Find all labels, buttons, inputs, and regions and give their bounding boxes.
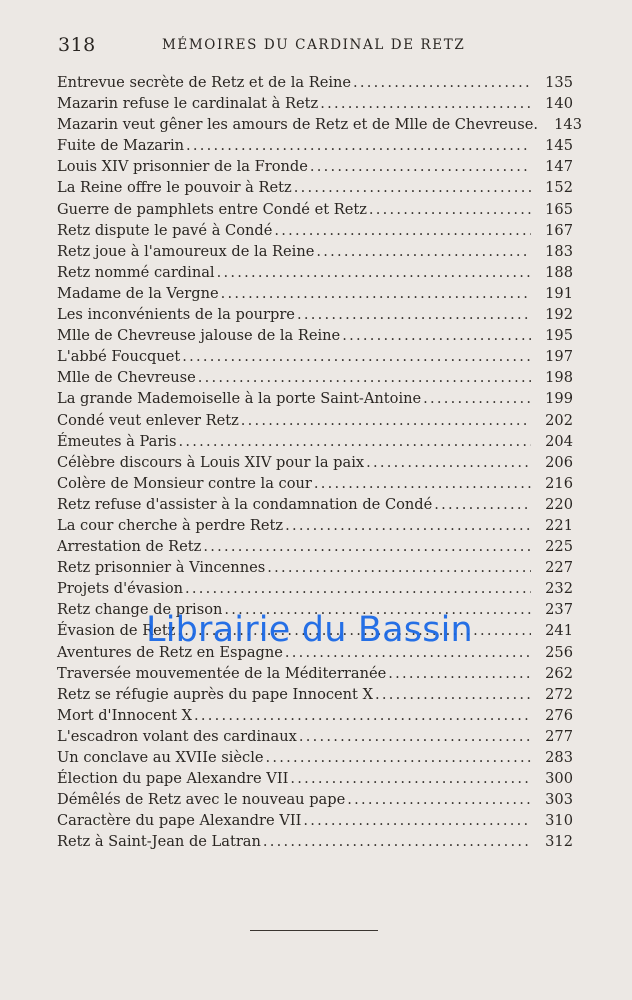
- toc-entry-title: Élection du pape Alexandre VII: [57, 770, 289, 788]
- toc-entry-page: 145: [545, 137, 573, 155]
- toc-entry-title: Mlle de Chevreuse: [57, 369, 196, 387]
- toc-entry: [57, 346, 573, 367]
- toc-entry: [57, 283, 573, 304]
- toc-entry: [57, 810, 573, 831]
- toc-entry-title: Retz prisonnier à Vincennes: [57, 559, 266, 577]
- toc-entry-title: Retz se réfugie auprès du pape Innocent X: [57, 685, 373, 703]
- toc-entry: [57, 114, 582, 135]
- toc-entry-page: 167: [545, 221, 573, 239]
- toc-entry: [57, 684, 573, 705]
- toc-entry-title: Arrestation de Retz: [57, 538, 202, 556]
- toc-entry-title: Retz nommé cardinal: [57, 263, 215, 281]
- dot-leader: [303, 810, 531, 831]
- dot-leader: [198, 367, 531, 388]
- watermark: Librairie du Bassin: [146, 610, 473, 650]
- toc-entry-title: Retz joue à l'amoureux de la Reine: [57, 242, 315, 260]
- toc-entry-page: 237: [545, 601, 573, 619]
- toc-entry-page: 262: [545, 664, 573, 682]
- toc-entry-title: Projets d'évasion: [57, 580, 184, 598]
- toc-entry-title: Colère de Monsieur contre la cour: [57, 474, 312, 492]
- toc-entry-page: 140: [545, 95, 573, 113]
- toc-entry-title: Retz dispute le pavé à Condé: [57, 221, 273, 239]
- toc-entry-title: Caractère du pape Alexandre VII: [57, 812, 302, 830]
- toc-entry-title: Aventures de Retz en Espagne: [57, 643, 283, 661]
- toc-entry-page: 197: [545, 348, 573, 366]
- toc-entry-page: 202: [545, 411, 573, 429]
- dot-leader: [194, 705, 531, 726]
- toc-entry: [57, 726, 573, 747]
- toc-entry-title: Les inconvénients de la pourpre: [57, 306, 295, 324]
- toc-entry-page: 310: [545, 812, 573, 830]
- toc-entry: [57, 663, 573, 684]
- toc-entry: [57, 494, 573, 515]
- toc-entry-title: Mlle de Chevreuse jalouse de la Reine: [57, 327, 341, 345]
- toc-entry-page: 188: [545, 263, 573, 281]
- dot-leader: [182, 346, 531, 367]
- toc-entry: [57, 431, 573, 452]
- toc-entry-title: Célèbre discours à Louis XIV pour la paix: [57, 453, 365, 471]
- toc-entry-page: 227: [545, 559, 573, 577]
- toc-entry: [57, 325, 573, 346]
- toc-entry-title: La grande Mademoiselle à la porte Saint-Antoine: [57, 390, 422, 408]
- toc-entry-title: Évasion de Retz: [57, 622, 176, 640]
- page-number: 318: [58, 34, 96, 56]
- dot-leader: [310, 156, 531, 177]
- dot-leader: [294, 177, 531, 198]
- toc-entry: [57, 473, 573, 494]
- toc-entry: [57, 452, 573, 473]
- dot-leader: [263, 831, 531, 852]
- toc-entry-page: 220: [545, 495, 573, 513]
- toc-entry: [57, 367, 573, 388]
- toc-entry: [57, 72, 573, 93]
- toc-entry-page: 216: [545, 474, 573, 492]
- toc-entry: [57, 578, 573, 599]
- toc-entry-title: Retz à Saint-Jean de Latran: [57, 833, 261, 851]
- toc-entry: [57, 156, 573, 177]
- toc-entry-title: Madame de la Vergne: [57, 284, 219, 302]
- toc-entry-title: Un conclave au XVIIe siècle: [57, 749, 264, 766]
- toc-entry: [57, 220, 573, 241]
- toc-entry-title: Louis XIV prisonnier de la Fronde: [57, 158, 308, 176]
- toc-entry: [57, 93, 573, 114]
- toc-entry-title: Mort d'Innocent X: [57, 706, 193, 724]
- dot-leader: [366, 452, 531, 473]
- toc-entry-title: Retz change de prison: [57, 601, 223, 619]
- dot-leader: [274, 220, 531, 241]
- dot-leader: [297, 304, 531, 325]
- toc-entry-page: 198: [545, 369, 573, 387]
- toc-entry-page: 191: [545, 284, 573, 302]
- toc-entry-page: 277: [545, 727, 573, 745]
- toc-entry-page: 147: [545, 158, 573, 176]
- toc-entry-page: 300: [545, 770, 573, 788]
- toc-entry-page: 192: [545, 306, 573, 324]
- toc-entry-title: Guerre de pamphlets entre Condé et Retz: [57, 200, 367, 218]
- dot-leader: [320, 93, 531, 114]
- toc-entry: [57, 536, 573, 557]
- toc-entry: [57, 304, 573, 325]
- toc-entry-title: Mazarin veut gêner les amours de Retz et de Mlle de Chevreuse.: [57, 116, 538, 134]
- toc-entry: [57, 388, 573, 409]
- toc-entry-page: 241: [545, 622, 573, 640]
- toc-entry-title: Retz refuse d'assister à la condamnation de Condé: [57, 495, 433, 513]
- toc-entry-page: 256: [545, 643, 573, 661]
- closing-rule: [250, 930, 378, 931]
- table-of-contents: [57, 72, 582, 852]
- toc-entry: [57, 515, 573, 536]
- dot-leader: [221, 283, 531, 304]
- page-header: [58, 30, 578, 60]
- dot-leader: [290, 768, 531, 789]
- toc-entry-page: 221: [545, 516, 573, 534]
- dot-leader: [342, 325, 531, 346]
- toc-entry: [57, 199, 573, 220]
- dot-leader: [285, 515, 531, 536]
- toc-entry-page: 206: [545, 453, 573, 471]
- toc-entry-title: La cour cherche à perdre Retz: [57, 516, 284, 534]
- toc-entry: [57, 410, 573, 431]
- toc-entry: [57, 747, 573, 768]
- toc-entry-page: 195: [545, 327, 573, 345]
- toc-entry: [57, 768, 573, 789]
- toc-entry-page: 183: [545, 242, 573, 260]
- toc-entry: [57, 241, 573, 262]
- dot-leader: [185, 578, 531, 599]
- dot-leader: [186, 135, 531, 156]
- toc-entry: [57, 789, 573, 810]
- toc-entry-page: 272: [545, 685, 573, 703]
- dot-leader: [347, 789, 531, 810]
- dot-leader: [179, 431, 532, 452]
- toc-entry-title: Traversée mouvementée de la Méditerranée: [57, 664, 387, 682]
- dot-leader: [314, 473, 531, 494]
- toc-entry-title: Entrevue secrète de Retz et de la Reine: [57, 74, 352, 91]
- toc-entry: [57, 135, 573, 156]
- toc-entry-page: 165: [545, 200, 573, 218]
- dot-leader: [266, 747, 531, 768]
- dot-leader: [369, 199, 531, 220]
- toc-entry-title: Condé veut enlever Retz: [57, 411, 239, 429]
- dot-leader: [299, 726, 531, 747]
- dot-leader: [375, 684, 531, 705]
- dot-leader: [267, 557, 531, 578]
- toc-entry-title: La Reine offre le pouvoir à Retz: [57, 179, 292, 197]
- toc-entry-page: 199: [545, 390, 573, 408]
- dot-leader: [316, 241, 531, 262]
- toc-entry: [57, 177, 573, 198]
- running-title: MÉMOIRES DU CARDINAL DE RETZ: [162, 37, 466, 53]
- toc-entry-page: 312: [545, 833, 573, 851]
- toc-entry-title: Démêlés de Retz avec le nouveau pape: [57, 791, 346, 809]
- toc-entry: [57, 831, 573, 852]
- toc-entry-page: 232: [545, 580, 573, 598]
- toc-entry-title: L'abbé Foucquet: [57, 348, 181, 366]
- toc-entry-page: 152: [545, 179, 573, 197]
- dot-leader: [217, 262, 531, 283]
- toc-entry-title: Fuite de Mazarin: [57, 137, 185, 155]
- toc-entry: [57, 557, 573, 578]
- toc-entry-title: Mazarin refuse le cardinalat à Retz: [57, 95, 319, 113]
- dot-leader: [388, 663, 531, 684]
- toc-entry: [57, 705, 573, 726]
- toc-entry-page: 283: [545, 749, 573, 766]
- dot-leader: [353, 72, 531, 93]
- dot-leader: [203, 536, 531, 557]
- toc-entry: [57, 262, 573, 283]
- toc-entry-page: 303: [545, 791, 573, 809]
- toc-entry-page: 143: [554, 116, 582, 134]
- dot-leader: [241, 410, 531, 431]
- dot-leader: [423, 388, 531, 409]
- toc-entry-title: L'escadron volant des cardinaux: [57, 727, 297, 745]
- toc-entry-title: Émeutes à Paris: [57, 432, 177, 450]
- toc-entry-page: 135: [545, 74, 573, 91]
- toc-entry-page: 204: [545, 432, 573, 450]
- toc-entry-page: 225: [545, 538, 573, 556]
- dot-leader: [434, 494, 531, 515]
- toc-entry-page: 276: [545, 706, 573, 724]
